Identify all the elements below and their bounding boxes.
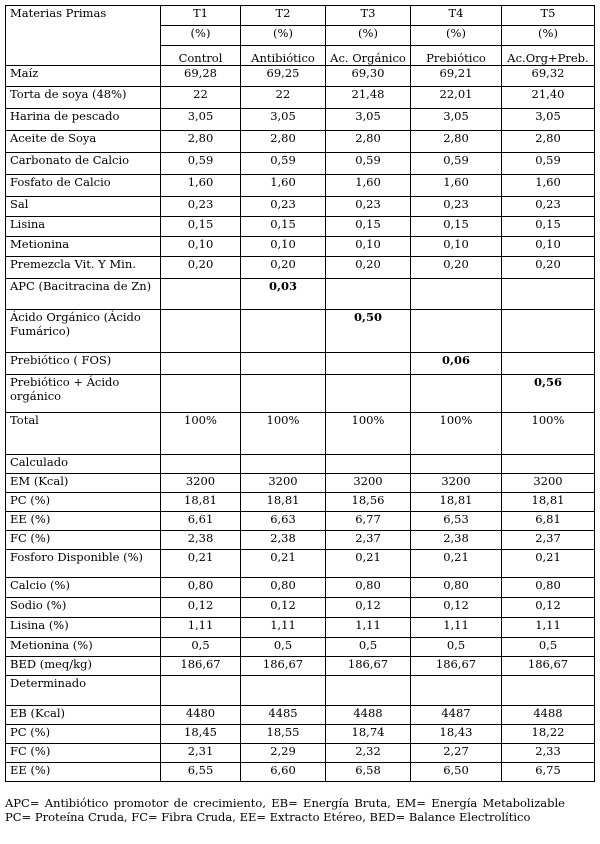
value-cell: 100% bbox=[411, 413, 502, 455]
value-cell: 1,60 bbox=[326, 175, 411, 197]
section-title: Calculado bbox=[6, 455, 161, 474]
value-cell bbox=[241, 310, 326, 353]
value-cell: 4485 bbox=[241, 706, 326, 725]
empty-cell bbox=[502, 455, 595, 474]
value-cell: 100% bbox=[161, 413, 241, 455]
value-cell: 4488 bbox=[502, 706, 595, 725]
value-cell: 3,05 bbox=[326, 109, 411, 131]
value-cell: 3,05 bbox=[161, 109, 241, 131]
value-cell: 1,11 bbox=[411, 618, 502, 638]
value-cell: 18,56 bbox=[326, 493, 411, 512]
value-cell bbox=[161, 375, 241, 413]
value-cell bbox=[161, 353, 241, 375]
value-cell: 2,29 bbox=[241, 744, 326, 763]
table-row bbox=[6, 493, 595, 512]
value-cell: 0,20 bbox=[326, 257, 411, 279]
row-label: EE (%) bbox=[6, 763, 161, 782]
value-cell: 0,15 bbox=[161, 217, 241, 237]
table-row bbox=[6, 87, 595, 109]
value-cell: 0,12 bbox=[161, 598, 241, 618]
value-cell: 3200 bbox=[502, 474, 595, 493]
value-cell: 2,38 bbox=[161, 531, 241, 550]
value-cell: 21,40 bbox=[502, 87, 595, 109]
table-row bbox=[6, 413, 595, 455]
row-label: Metionina (%) bbox=[6, 638, 161, 657]
empty-cell bbox=[241, 455, 326, 474]
header-row bbox=[6, 6, 595, 26]
value-cell: 2,33 bbox=[502, 744, 595, 763]
value-cell: 18,81 bbox=[411, 493, 502, 512]
value-cell: 0,20 bbox=[161, 257, 241, 279]
section-header-row bbox=[6, 455, 595, 474]
header-t3: T3 bbox=[326, 6, 411, 26]
value-cell: 0,80 bbox=[241, 578, 326, 598]
value-cell: 0,5 bbox=[161, 638, 241, 657]
value-cell: 0,80 bbox=[411, 578, 502, 598]
value-cell bbox=[326, 279, 411, 310]
header-t5: T5 bbox=[502, 6, 595, 26]
value-cell: 1,60 bbox=[502, 175, 595, 197]
row-label: Prebiótico + Ácido orgánico bbox=[6, 375, 161, 413]
value-cell: 2,37 bbox=[326, 531, 411, 550]
header-materias-primas: Materias Primas bbox=[6, 6, 161, 66]
value-cell: 22 bbox=[161, 87, 241, 109]
value-cell: 3,05 bbox=[502, 109, 595, 131]
value-cell bbox=[411, 310, 502, 353]
value-cell: 6,53 bbox=[411, 512, 502, 531]
table-row bbox=[6, 550, 595, 578]
value-cell: 0,23 bbox=[161, 197, 241, 217]
table-row bbox=[6, 657, 595, 676]
value-cell: 186,67 bbox=[502, 657, 595, 676]
value-cell: 0,10 bbox=[502, 237, 595, 257]
value-cell: 1,11 bbox=[502, 618, 595, 638]
table-row bbox=[6, 279, 595, 310]
table-row bbox=[6, 197, 595, 217]
value-cell: 186,67 bbox=[241, 657, 326, 676]
value-cell: 0,21 bbox=[502, 550, 595, 578]
value-cell: 0,06 bbox=[411, 353, 502, 375]
table-row bbox=[6, 744, 595, 763]
value-cell: 0,80 bbox=[161, 578, 241, 598]
row-label: Sodio (%) bbox=[6, 598, 161, 618]
table-row bbox=[6, 353, 595, 375]
value-cell: 0,80 bbox=[502, 578, 595, 598]
header-t4: T4 bbox=[411, 6, 502, 26]
row-label: Sal bbox=[6, 197, 161, 217]
value-cell: 6,55 bbox=[161, 763, 241, 782]
value-cell bbox=[502, 310, 595, 353]
table-row bbox=[6, 175, 595, 197]
row-label: EB (Kcal) bbox=[6, 706, 161, 725]
value-cell: 0,59 bbox=[502, 153, 595, 175]
table-row bbox=[6, 375, 595, 413]
table-row bbox=[6, 131, 595, 153]
value-cell: 100% bbox=[502, 413, 595, 455]
table-row bbox=[6, 578, 595, 598]
value-cell: 18,74 bbox=[326, 725, 411, 744]
value-cell: 22 bbox=[241, 87, 326, 109]
empty-cell bbox=[502, 676, 595, 706]
value-cell: 0,5 bbox=[411, 638, 502, 657]
value-cell bbox=[411, 375, 502, 413]
unit-cell: (%) bbox=[411, 26, 502, 46]
value-cell: 0,50 bbox=[326, 310, 411, 353]
value-cell: 0,21 bbox=[326, 550, 411, 578]
value-cell: 0,56 bbox=[502, 375, 595, 413]
value-cell: 4487 bbox=[411, 706, 502, 725]
value-cell: 3,05 bbox=[241, 109, 326, 131]
value-cell: 6,58 bbox=[326, 763, 411, 782]
row-label: Lisina bbox=[6, 217, 161, 237]
value-cell: 0,10 bbox=[411, 237, 502, 257]
value-cell: 22,01 bbox=[411, 87, 502, 109]
row-label: Maíz bbox=[6, 66, 161, 87]
value-cell: 4480 bbox=[161, 706, 241, 725]
value-cell: 0,59 bbox=[326, 153, 411, 175]
value-cell: 0,15 bbox=[502, 217, 595, 237]
row-label: FC (%) bbox=[6, 531, 161, 550]
row-label: Premezcla Vit. Y Min. bbox=[6, 257, 161, 279]
table-row bbox=[6, 66, 595, 87]
value-cell: 0,12 bbox=[241, 598, 326, 618]
value-cell: 1,11 bbox=[241, 618, 326, 638]
value-cell: 2,32 bbox=[326, 744, 411, 763]
row-label: EE (%) bbox=[6, 512, 161, 531]
unit-cell: (%) bbox=[502, 26, 595, 46]
value-cell: 1,60 bbox=[161, 175, 241, 197]
value-cell bbox=[502, 353, 595, 375]
value-cell: 0,59 bbox=[411, 153, 502, 175]
value-cell: 186,67 bbox=[326, 657, 411, 676]
value-cell: 0,10 bbox=[326, 237, 411, 257]
value-cell: 2,31 bbox=[161, 744, 241, 763]
value-cell: 69,21 bbox=[411, 66, 502, 87]
value-cell: 3200 bbox=[241, 474, 326, 493]
value-cell: 0,5 bbox=[326, 638, 411, 657]
header-t2: T2 bbox=[241, 6, 326, 26]
table-row bbox=[6, 109, 595, 131]
value-cell: 0,21 bbox=[161, 550, 241, 578]
value-cell: 2,37 bbox=[502, 531, 595, 550]
row-label: FC (%) bbox=[6, 744, 161, 763]
value-cell: 21,48 bbox=[326, 87, 411, 109]
row-label: EM (Kcal) bbox=[6, 474, 161, 493]
table-row bbox=[6, 217, 595, 237]
value-cell: 100% bbox=[326, 413, 411, 455]
row-label: Aceite de Soya bbox=[6, 131, 161, 153]
value-cell: 3200 bbox=[326, 474, 411, 493]
unit-cell: (%) bbox=[161, 26, 241, 46]
unit-cell: (%) bbox=[326, 26, 411, 46]
row-label: PC (%) bbox=[6, 725, 161, 744]
row-label: Fosforo Disponible (%) bbox=[6, 550, 161, 578]
empty-cell bbox=[161, 676, 241, 706]
value-cell: 6,63 bbox=[241, 512, 326, 531]
table-row bbox=[6, 474, 595, 493]
value-cell: 18,43 bbox=[411, 725, 502, 744]
value-cell bbox=[161, 310, 241, 353]
value-cell: 0,20 bbox=[411, 257, 502, 279]
row-label: Calcio (%) bbox=[6, 578, 161, 598]
header-t1: T1 bbox=[161, 6, 241, 26]
table-row bbox=[6, 531, 595, 550]
feed-composition-table bbox=[5, 5, 595, 782]
value-cell: 2,38 bbox=[241, 531, 326, 550]
value-cell: 3200 bbox=[161, 474, 241, 493]
value-cell: 6,50 bbox=[411, 763, 502, 782]
value-cell: 0,12 bbox=[411, 598, 502, 618]
value-cell: 1,60 bbox=[411, 175, 502, 197]
table-row bbox=[6, 706, 595, 725]
value-cell: 18,55 bbox=[241, 725, 326, 744]
unit-cell: (%) bbox=[241, 26, 326, 46]
row-label: Fosfato de Calcio bbox=[6, 175, 161, 197]
value-cell: 0,23 bbox=[502, 197, 595, 217]
value-cell: 0,23 bbox=[326, 197, 411, 217]
value-cell: 186,67 bbox=[411, 657, 502, 676]
table-footnote: APC= Antibiótico promotor de crecimiento, EB= Energía Bruta, EM= Energía Metabolizable PC= Proteína Cruda, FC= Fibra Cruda, EE= Extracto Etéreo, BED= Balance Electrolítico bbox=[5, 796, 565, 824]
value-cell: 0,5 bbox=[502, 638, 595, 657]
value-cell: 0,23 bbox=[241, 197, 326, 217]
value-cell: 2,80 bbox=[161, 131, 241, 153]
value-cell: 2,80 bbox=[502, 131, 595, 153]
table-row bbox=[6, 763, 595, 782]
row-label: APC (Bacitracina de Zn) bbox=[6, 279, 161, 310]
table-row bbox=[6, 153, 595, 175]
value-cell bbox=[502, 279, 595, 310]
value-cell: 1,11 bbox=[161, 618, 241, 638]
value-cell: 100% bbox=[241, 413, 326, 455]
value-cell bbox=[161, 279, 241, 310]
row-label: Carbonato de Calcio bbox=[6, 153, 161, 175]
value-cell: 2,27 bbox=[411, 744, 502, 763]
value-cell: 69,30 bbox=[326, 66, 411, 87]
value-cell: 3,05 bbox=[411, 109, 502, 131]
value-cell: 0,80 bbox=[326, 578, 411, 598]
treatment-name: Control bbox=[161, 46, 241, 66]
value-cell: 186,67 bbox=[161, 657, 241, 676]
value-cell: 0,10 bbox=[161, 237, 241, 257]
row-label: Harina de pescado bbox=[6, 109, 161, 131]
value-cell: 69,28 bbox=[161, 66, 241, 87]
value-cell: 2,80 bbox=[411, 131, 502, 153]
value-cell: 1,60 bbox=[241, 175, 326, 197]
value-cell bbox=[326, 353, 411, 375]
value-cell: 2,38 bbox=[411, 531, 502, 550]
value-cell: 2,80 bbox=[326, 131, 411, 153]
value-cell: 18,45 bbox=[161, 725, 241, 744]
treatment-name: Ac. Orgánico bbox=[326, 46, 411, 66]
value-cell: 1,11 bbox=[326, 618, 411, 638]
row-label: PC (%) bbox=[6, 493, 161, 512]
table-row bbox=[6, 512, 595, 531]
row-label: Total bbox=[6, 413, 161, 455]
value-cell: 18,81 bbox=[241, 493, 326, 512]
row-label: Prebiótico ( FOS) bbox=[6, 353, 161, 375]
value-cell: 0,12 bbox=[502, 598, 595, 618]
empty-cell bbox=[241, 676, 326, 706]
value-cell: 69,25 bbox=[241, 66, 326, 87]
table-row bbox=[6, 638, 595, 657]
value-cell bbox=[326, 375, 411, 413]
value-cell: 0,12 bbox=[326, 598, 411, 618]
row-label: Torta de soya (48%) bbox=[6, 87, 161, 109]
value-cell: 0,20 bbox=[241, 257, 326, 279]
value-cell: 0,59 bbox=[241, 153, 326, 175]
value-cell: 0,10 bbox=[241, 237, 326, 257]
value-cell: 0,15 bbox=[241, 217, 326, 237]
row-label: BED (meq/kg) bbox=[6, 657, 161, 676]
value-cell: 0,20 bbox=[502, 257, 595, 279]
value-cell: 18,81 bbox=[502, 493, 595, 512]
value-cell: 0,23 bbox=[411, 197, 502, 217]
value-cell: 6,81 bbox=[502, 512, 595, 531]
value-cell: 6,75 bbox=[502, 763, 595, 782]
table-row bbox=[6, 725, 595, 744]
value-cell: 0,21 bbox=[411, 550, 502, 578]
value-cell: 0,21 bbox=[241, 550, 326, 578]
row-label: Ácido Orgánico (Ácido Fumárico) bbox=[6, 310, 161, 353]
row-label: Lisina (%) bbox=[6, 618, 161, 638]
value-cell: 0,15 bbox=[326, 217, 411, 237]
table-row bbox=[6, 598, 595, 618]
value-cell bbox=[241, 375, 326, 413]
value-cell: 18,22 bbox=[502, 725, 595, 744]
value-cell: 3200 bbox=[411, 474, 502, 493]
table-row bbox=[6, 237, 595, 257]
value-cell: 6,60 bbox=[241, 763, 326, 782]
empty-cell bbox=[161, 455, 241, 474]
value-cell: 0,5 bbox=[241, 638, 326, 657]
treatment-name: Prebiótico bbox=[411, 46, 502, 66]
value-cell: 2,80 bbox=[241, 131, 326, 153]
table-row bbox=[6, 257, 595, 279]
section-header-row bbox=[6, 676, 595, 706]
empty-cell bbox=[411, 455, 502, 474]
treatment-name: Ac.Org+Preb. bbox=[502, 46, 595, 66]
value-cell: 0,59 bbox=[161, 153, 241, 175]
section-title: Determinado bbox=[6, 676, 161, 706]
table-row bbox=[6, 618, 595, 638]
empty-cell bbox=[326, 676, 411, 706]
value-cell: 0,15 bbox=[411, 217, 502, 237]
treatment-name: Antibiótico bbox=[241, 46, 326, 66]
value-cell: 4488 bbox=[326, 706, 411, 725]
value-cell: 6,77 bbox=[326, 512, 411, 531]
empty-cell bbox=[411, 676, 502, 706]
value-cell bbox=[411, 279, 502, 310]
value-cell: 69,32 bbox=[502, 66, 595, 87]
row-label: Metionina bbox=[6, 237, 161, 257]
value-cell bbox=[241, 353, 326, 375]
value-cell: 18,81 bbox=[161, 493, 241, 512]
empty-cell bbox=[326, 455, 411, 474]
table-row bbox=[6, 310, 595, 353]
value-cell: 0,03 bbox=[241, 279, 326, 310]
value-cell: 6,61 bbox=[161, 512, 241, 531]
